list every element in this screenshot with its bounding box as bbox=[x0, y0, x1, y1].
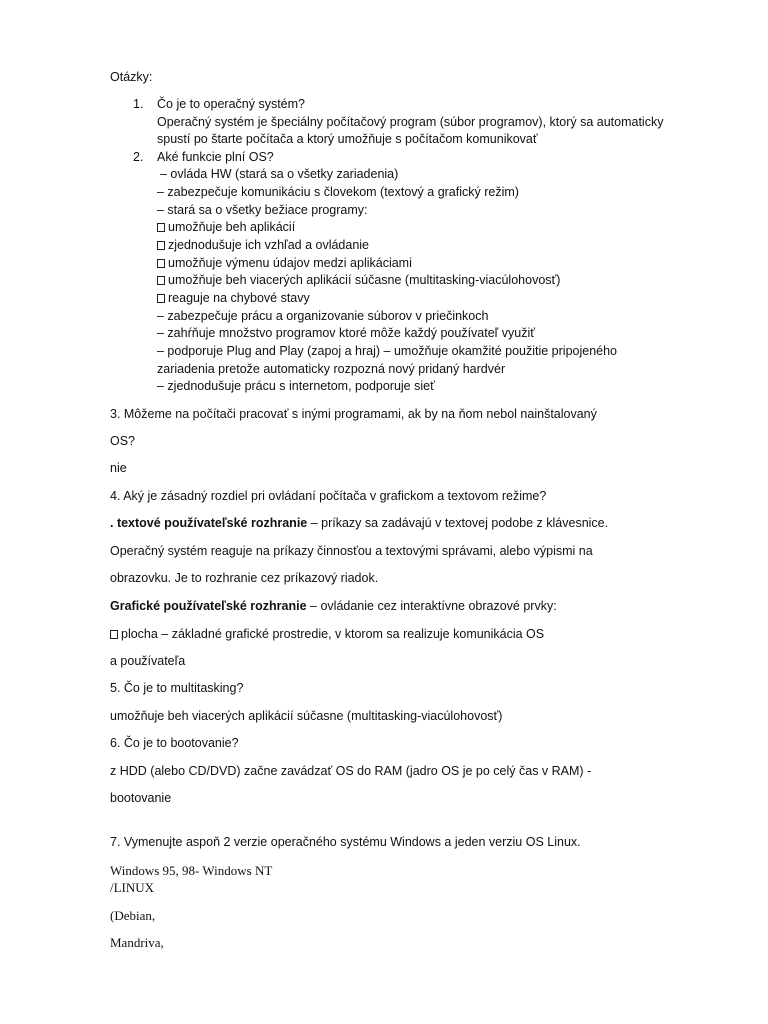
q2-number: 2. bbox=[133, 150, 144, 164]
q6-answer-line2: bootovanie bbox=[110, 791, 172, 805]
checkbox-icon bbox=[157, 241, 165, 250]
q2-subitem-text: zjednodušuje ich vzhľad a ovládanie bbox=[168, 238, 370, 252]
q5-question: 5. Čo je to multitasking? bbox=[110, 681, 244, 695]
q2-subitem-text: umožňuje výmenu údajov medzi aplikáciami bbox=[168, 256, 412, 270]
q2-question: Aké funkcie plní OS? bbox=[157, 150, 274, 164]
q2-subitem-text: umožňuje beh viacerých aplikácií súčasne (multitasking-viacúlohovosť) bbox=[168, 273, 561, 287]
q2-item: zariadenia pretože automaticky rozpozná nový pridaný hardvér bbox=[157, 362, 506, 376]
q1-answer-line1: Operačný systém je špeciálny počítačový program (súbor programov), ktorý sa automaticky bbox=[157, 115, 664, 129]
q4-gui-item-cont: a používateľa bbox=[110, 654, 186, 668]
q7-answer-line1: Windows 95, 98- Windows NT bbox=[110, 863, 273, 878]
q4-text-ui bbox=[110, 515, 608, 532]
q4-gui bbox=[110, 598, 557, 615]
q2-item: – zjednodušuje prácu s internetom, podporuje sieť bbox=[157, 379, 435, 393]
q2-subitem-text: reaguje na chybové stavy bbox=[168, 291, 310, 305]
q2-item: – stará sa o všetky bežiace programy: bbox=[157, 203, 368, 217]
q2-subitem bbox=[157, 255, 412, 272]
q6-answer-line1: z HDD (alebo CD/DVD) začne zavádzať OS do RAM (jadro OS je po celý čas v RAM) - bbox=[110, 764, 592, 778]
checkbox-icon bbox=[157, 223, 165, 232]
q4-gui-rest: – ovládanie cez interaktívne obrazové prvky: bbox=[306, 599, 557, 613]
q4-gui-item bbox=[110, 626, 544, 643]
checkbox-icon bbox=[110, 630, 118, 639]
q2-subitem bbox=[157, 290, 310, 307]
q7-answer-line3: (Debian, bbox=[110, 908, 156, 923]
q2-subitem bbox=[157, 237, 369, 254]
checkbox-icon bbox=[157, 259, 165, 268]
q3-answer: nie bbox=[110, 461, 127, 475]
q2-item: – zahŕňuje množstvo programov ktoré môže každý používateľ využiť bbox=[157, 326, 535, 340]
q2-subitem-text: umožňuje beh aplikácií bbox=[168, 220, 296, 234]
q7-answer-line2: /LINUX bbox=[110, 880, 155, 895]
q7-question: 7. Vymenujte aspoň 2 verzie operačného systému Windows a jeden verziu OS Linux. bbox=[110, 835, 581, 849]
q4-text-ui-label: . textové používateľské rozhranie bbox=[110, 516, 308, 530]
q4-gui-label: Grafické používateľské rozhranie bbox=[110, 599, 307, 613]
q2-subitem bbox=[157, 219, 295, 236]
q7-answer-line4: Mandriva, bbox=[110, 935, 164, 950]
checkbox-icon bbox=[157, 294, 165, 303]
q3-question-line2: OS? bbox=[110, 434, 136, 448]
q2-item: – podporuje Plug and Play (zapoj a hraj) – umožňuje okamžité použitie pripojeného bbox=[157, 344, 618, 358]
q6-question: 6. Čo je to bootovanie? bbox=[110, 736, 239, 750]
q5-answer: umožňuje beh viacerých aplikácií súčasne (multitasking-viacúlohovosť) bbox=[110, 709, 503, 723]
q2-item: – ovláda HW (stará sa o všetky zariadenia) bbox=[160, 167, 399, 181]
q1-answer-line2: spustí po štarte počítača a ktorý umožňuje s počítačom komunikovať bbox=[157, 132, 538, 146]
checkbox-icon bbox=[157, 276, 165, 285]
q1-number: 1. bbox=[133, 97, 144, 111]
q2-subitem bbox=[157, 272, 560, 289]
q2-item: – zabezpečuje prácu a organizovanie súborov v priečinkoch bbox=[157, 309, 489, 323]
q4-text-ui-line2: Operačný systém reaguje na príkazy činnosťou a textovými správami, alebo výpismi na bbox=[110, 544, 593, 558]
q2-item: – zabezpečuje komunikáciu s človekom (textový a grafický režim) bbox=[157, 185, 519, 199]
q1-question: Čo je to operačný systém? bbox=[157, 97, 305, 111]
q4-question: 4. Aký je zásadný rozdiel pri ovládaní počítača v grafickom a textovom režime? bbox=[110, 489, 547, 503]
heading: Otázky: bbox=[110, 70, 153, 84]
q3-question-line1: 3. Môžeme na počítači pracovať s inými programami, ak by na ňom nebol nainštalovaný bbox=[110, 407, 597, 421]
q4-text-ui-line3: obrazovku. Je to rozhranie cez príkazový riadok. bbox=[110, 571, 379, 585]
q4-gui-item-text: plocha – základné grafické prostredie, v ktorom sa realizuje komunikácia OS bbox=[121, 627, 545, 641]
q4-text-ui-rest: – príkazy sa zadávajú v textovej podobe z klávesnice. bbox=[307, 516, 609, 530]
